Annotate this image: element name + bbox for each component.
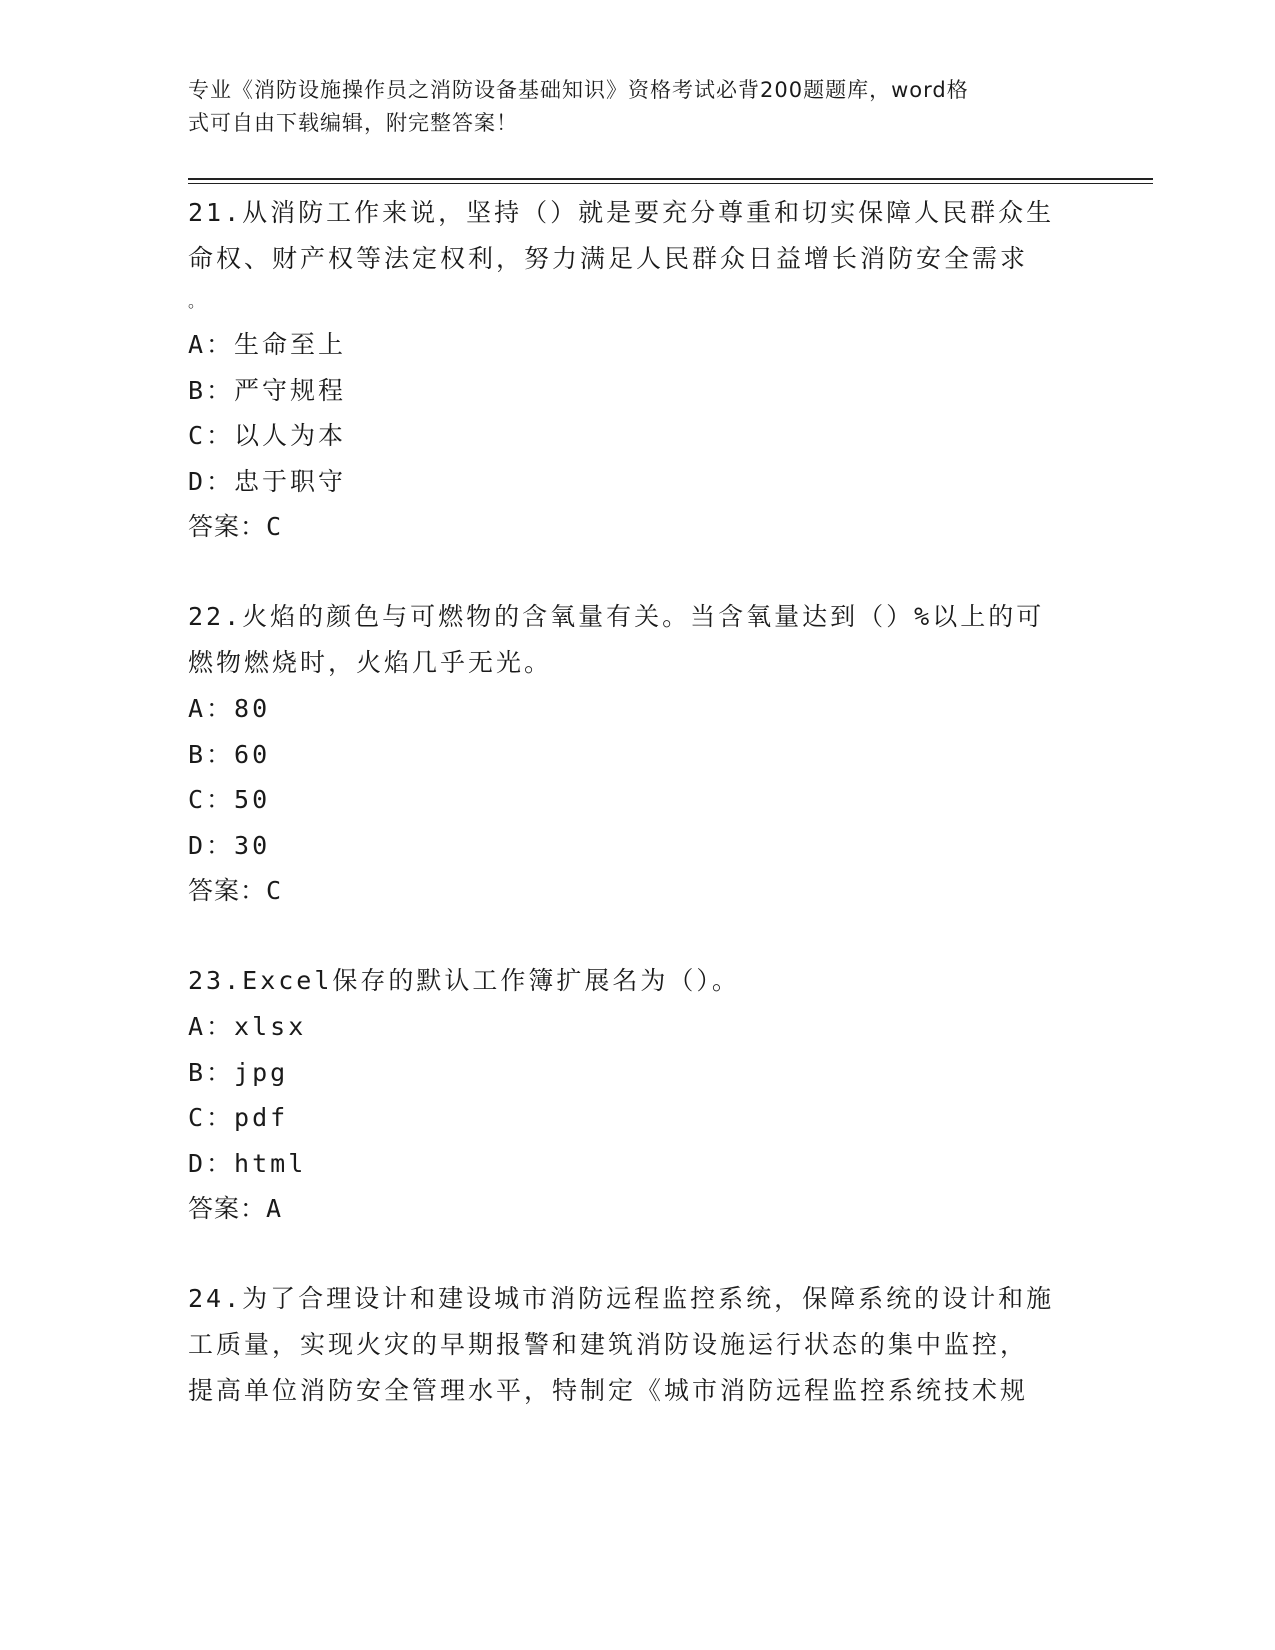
option-a: A：生命至上 <box>188 330 347 359</box>
answer-value: A <box>266 1194 283 1223</box>
option-d: D：html <box>188 1148 307 1178</box>
option-b: B：jpg <box>188 1057 289 1087</box>
stem-line: 燃物燃烧时，火焰几乎无光。 <box>188 648 553 677</box>
question-list <box>188 190 1088 1458</box>
option-a: A：xlsx <box>188 1012 307 1041</box>
stem-line: 24.为了合理设计和建设城市消防远程监控系统，保障系统的设计和施 <box>188 1284 1055 1313</box>
answer-label: 答案： <box>188 512 267 541</box>
answer <box>188 504 1088 550</box>
option-b: B：严守规程 <box>188 375 347 405</box>
header-line-2: 式可自由下载编辑，附完整答案！ <box>188 111 518 135</box>
stem-line: 22.火焰的颜色与可燃物的含氧量有关。当含氧量达到（）%以上的可 <box>188 602 1045 631</box>
document-header <box>188 74 1088 140</box>
option-c: C：50 <box>188 785 271 814</box>
stem-line: 命权、财产权等法定权利，努力满足人民群众日益增长消防安全需求 <box>188 244 1029 273</box>
stem-line: 工质量，实现火灾的早期报警和建筑消防设施运行状态的集中监控， <box>188 1330 1029 1359</box>
option-c: C：以人为本 <box>188 421 347 450</box>
option-c: C：pdf <box>188 1103 289 1132</box>
stem-line: 。 <box>188 292 208 311</box>
stem-line: 提高单位消防安全管理水平，特制定《城市消防远程监控系统技术规 <box>188 1376 1029 1405</box>
option-a: A：80 <box>188 694 271 723</box>
option-b: B：60 <box>188 739 271 769</box>
option-d: D：忠于职守 <box>188 466 347 496</box>
answer <box>188 868 1088 914</box>
stem-line: 21.从消防工作来说，坚持（）就是要充分尊重和切实保障人民群众生 <box>188 198 1055 227</box>
header-line-1: 专业《消防设施操作员之消防设备基础知识》资格考试必背200题题库，word格 <box>188 78 969 102</box>
answer-label: 答案： <box>188 876 267 905</box>
question-22 <box>188 594 1088 914</box>
answer-label: 答案： <box>188 1194 267 1223</box>
answer-value: C <box>266 512 283 541</box>
question-stem <box>188 1276 1088 1414</box>
header-divider <box>188 178 1153 184</box>
question-21 <box>188 190 1088 550</box>
question-23 <box>188 958 1088 1232</box>
question-stem <box>188 190 1088 322</box>
answer-value: C <box>266 876 283 905</box>
question-stem <box>188 594 1088 686</box>
option-d: D：30 <box>188 830 271 860</box>
question-24 <box>188 1276 1088 1414</box>
answer <box>188 1186 1088 1232</box>
stem-line: 23.Excel保存的默认工作簿扩展名为（）。 <box>188 966 740 995</box>
question-stem <box>188 958 1088 1004</box>
